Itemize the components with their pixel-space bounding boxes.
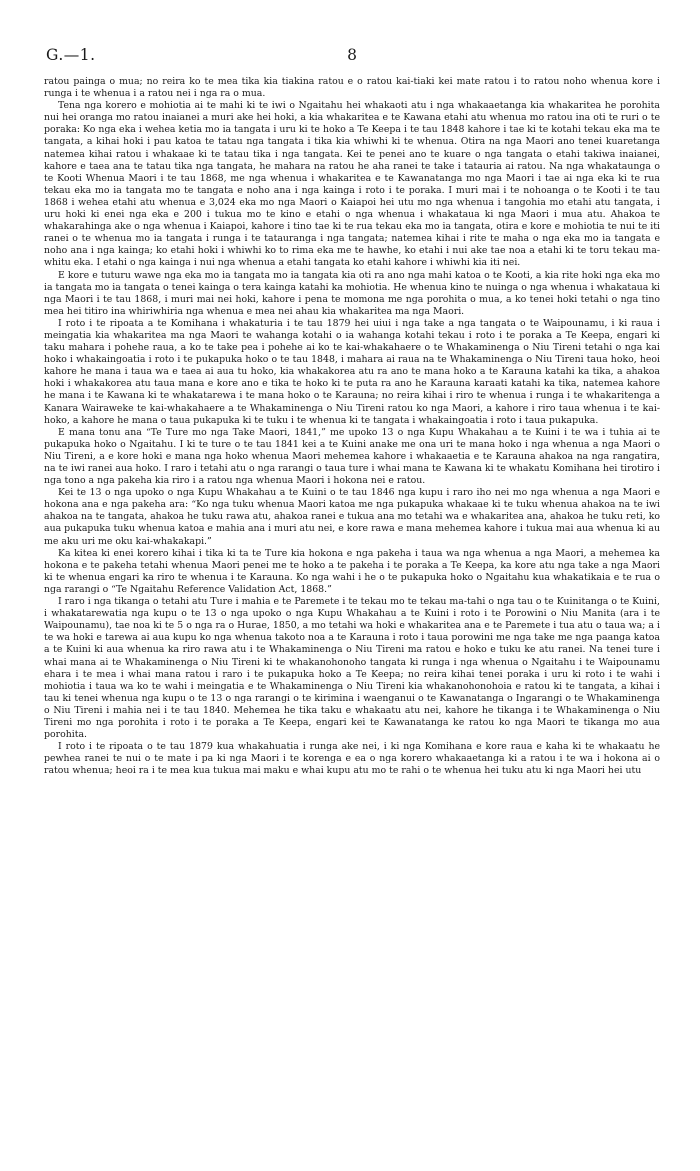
paragraph: I roto i te ripoata a te Komihana i whakaturia i te tau 1879 hei uiui i nga take a nga tangata o te Waipounamu, i ki raua i meingatia kia whakaritea ma nga Maori te wahanga kotahi o ia wahanga kotahi tekau i roto i te poraka a Te Keepa, engari ki taku mahara i pohehe raua, a ko te take pea i pohehe ai ko te kai-whakahaere o te Whakaminenga o Niu Tireni tetahi o nga kai hoko i whakaingoatia i roto i te pukapuka hoko o te tau 1848, i mahara ai raua na te Whakaminenga o Niu Tireni taua hoko, heoi kahore he mana i taua wa e taea ai aua tu hoko, kia whakakorea atu ra ano te mana hoko a te Karauna katahi ka tika, a ahakoa hoki i whakakorea atu taua mana e kore ano e tika te hoko ki te puta ra ano he Karauna karaati katahi ka tika, natemea kahore he mana i te Kawana ki te whakatarewa i te mana hoko o te Karauna; no reira kihai i riro te whenua i runga i te whakaritenga a Kanara Wairaweke te kai-whakahaere a te Whakaminenga o Niu Tireni ratou ko nga Maori, a kahore i riro taua whenua i te kai-hoko, a kahore he mana o taua pukapuka ki te tuku i te whenua ki te tangata i whakaingoatia i roto i taua pukapuka. — [44, 317, 660, 426]
paragraph: ratou painga o mua; no reira ko te mea tika kia tiakina ratou e o ratou kai-tiaki kei mate ratou i to ratou noho whenua kore i runga i te whenua i a ratou nei i nga ra o mua. — [44, 76, 660, 100]
paragraph: Kei te 13 o nga upoko o nga Kupu Whakahau a te Kuini o te tau 1846 nga kupu i raro iho nei mo nga whenua a nga Maori e hokona ana e nga pakeha ara: “Ko nga tuku whenua Maori katoa me nga pukapuka whakaae ki te tuku whenua ahakoa na te iwi ahakoa na te tangata, ahakoa he tuku rawa atu, ahakoa ranei e tukua ana mo tetahi wa e whakaritea ana, ahakoa he tuku reti, ko aua pukapuka tuku whenua katoa e mahia ana i muri atu nei, e kore rawa e mana mehemea kahore i tukua mai aua whenua ki au me aku uri me oku kai-whakakapi.” — [44, 487, 660, 547]
body-text — [44, 76, 660, 777]
paragraph: I raro i nga tikanga o tetahi atu Ture i mahia e te Paremete i te tekau mo te tekau ma-tahi o nga tau o te Kuinitanga o te Kuini, i whakatarewatia nga kupu o te 13 o nga upoko o nga Kupu Whakahau a te Kuini i roto i te Porowini o Niu Manita (ara i te Waipounamu), tae noa ki te 5 o nga ra o Hurae, 1850, a mo tetahi wa hoki e whakaritea ana e te Paremete i tua atu o taua wa; a i te wa hoki e tarewa ai aua kupu ko nga whenua takoto noa a te Karauna i roto i taua porowini me nga take me nga paanga katoa a te Kuini ki aua whenua ka riro rawa atu i te Whakaminenga o Niu Tireni ma ratou e hoko e tuku ke atu ranei. Na tenei ture i whai mana ai te Whakaminenga o Niu Tireni ki te whakanohonoho tangata ki runga i nga whenua o Ngaitahu i te Waipounamu ehara i te mea i whai mana ratou i raro i te pukapuka hoko a Te Keepa; no reira kihai tenei poraka i uru ki roto i te wahi i mohiotia i taua wa ko te wahi i meingatia e te Whakaminenga o Niu Tireni kia whakanohonohoia e ratou ki te tangata, a kihai i tau ki tenei whenua nga kupu o te 13 o nga rarangi o te kirimina i waenganui o te Kawanatanga o Ingarangi o te Whakaminenga o Niu Tireni i mahia nei i te tau 1840. Mehemea he tika taku e whakaatu atu nei, kahore he tikanga i te Whakaminenga o Niu Tireni mo nga porohita i roto i te poraka a Te Keepa, engari kei te Kawanatanga ke ratou ko nga Maori te tikanga mo aua porohita. — [44, 596, 660, 741]
page-number: 8 — [347, 46, 357, 64]
document-reference: G.—1. — [46, 46, 96, 64]
paragraph: Ka kitea ki enei korero kihai i tika ki ta te Ture kia hokona e nga pakeha i taua wa nga whenua a nga Maori, a mehemea ka hokona e te pakeha tetahi whenua Maori penei me te hoko a te pakeha i te poraka a Te Keepa, ka kore atu nga take a nga Maori ki te whenua engari ka riro te whenua i te Karauna. Ko nga wahi i he o te pukapuka hoko o Ngaitahu kua whakatikaia e te rua o nga rarangi o “Te Ngaitahu Reference Validation Act, 1868.” — [44, 547, 660, 595]
paragraph: E kore e tuturu wawe nga eka mo ia tangata mo ia tangata kia oti ra ano nga mahi katoa o te Kooti, a kia rite hoki nga eka mo ia tangata mo ia tangata o tenei kainga o tera kainga katahi ka mohiotia. He whenua kino te nuinga o nga whenua i whakataua ki nga Maori i te tau 1868, i muri mai nei hoki, kahore i pena te momona me nga porohita o mua, a ko tenei hoki tetahi o nga tino mea hei titiro ina whiriwhiria nga whenua e mea nei ahau kia whakaritea ma nga Maori. — [44, 269, 660, 317]
page-header — [44, 46, 660, 76]
paragraph: Tena nga korero e mohiotia ai te mahi ki te iwi o Ngaitahu hei whakaoti atu i nga whakaaetanga kia whakaritea he porohita nui hei oranga mo ratou inaianei a muri ake hei hoki, a kia whakaritea e te Kawana etahi atu whenua mo ratou ina oti te ruri o te poraka: Ko nga eka i wehea ketia mo ia tangata i uru ki te hoko a Te Keepa i te tau 1848 kahore i tae ki te kotahi tekau eka ma te tangata, a kihai hoki i pau katoa te tatau nga tangata i tika kia whiwhi ki te whenua. Otira na nga Maori ano tenei kuaretanga natemea kihai ratou i whakaae ki te tatau tika i nga tangata. Kei te penei ano te kuare o nga tangata o etahi takiwa inaianei, kahore e taea ana te tatau tika nga tangata, he mahara na ratou he aha ranei te take i tatauria ai ratou. Na nga whakataunga o te Kooti Whenua Maori i te tau 1868, me nga whenua i whakaritea e te Kawanatanga mo nga Maori i tae ai nga eka ki te rua tekau eka mo ia tangata mo te tangata e noho ana i nga kainga i roto i te poraka. I muri mai i te nohoanga o te Kooti i te tau 1868 i wehea etahi atu whenua e 3,024 eka mo nga Maori o Kaiapoi hei utu mo nga whenua i tangohia mo etahi atu tangata, i uru hoki ki enei nga eka e 200 i tukua mo te kino e etahi o nga whenua i whakataua ki nga Maori i mua atu. Ahakoa te whakarahinga ake o nga whenua i Kaiapoi, kahore i tino tae ki te rua tekau eka mo ia tangata, otira e kore e mohiotia te nui te iti ranei o te whenua mo ia tangata i runga i te tatauranga i nga tangata; natemea kihai i rite te maha o nga eka mo ia tangata e noho ana i nga kainga; ko etahi hoki i whiwhi ko to rima eka me te hawhe, ko etahi i nui ake tae noa a etahi ki te toru tekau ma-whitu eka. I etahi o nga kainga i nui nga whenua a etahi tangata ko etahi kahore i whiwhi kia iti nei. — [44, 100, 660, 269]
paragraph: E mana tonu ana “Te Ture mo nga Take Maori, 1841,” me upoko 13 o nga Kupu Whakahau a te Kuini i te wa i tuhia ai te pukapuka hoko o Ngaitahu. I ki te ture o te tau 1841 kei a te Kuini anake me ona uri te mana hoko i nga whenua a nga Maori o Niu Tireni, a e kore hoki e mana nga hoko whenua Maori mehemea kahore i whakaaetia e te Karauna ahakoa na nga rangatira, na te iwi ranei aua hoko. I raro i tetahi atu o nga rarangi o taua ture i whai mana te Kawana ki te whakatu Komihana hei tirotiro i nga tono a nga pakeha kia riro i a ratou nga whenua Maori i hokona nei e ratou. — [44, 426, 660, 487]
paragraph: I roto i te ripoata o te tau 1879 kua whakahuatia i runga ake nei, i ki nga Komihana e kore raua e kaha ki te whakaatu he pewhea ranei te nui o te mate i pa ki nga Maori i te korenga e ea o nga korero whakaaetanga ki a ratou i te wa i hokona ai o ratou whenua; heoi ra i te mea kua tukua mai maku e whai kupu atu mo te rahi o te whenua hei tuku atu ki nga Maori hei utu — [44, 741, 660, 777]
